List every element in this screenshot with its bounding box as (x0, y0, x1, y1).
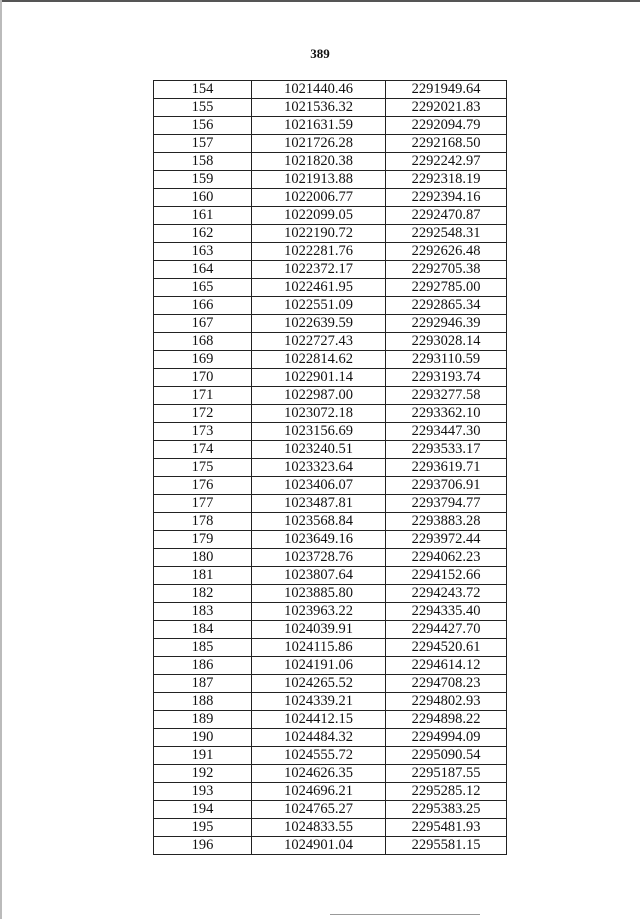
table-row (154, 315, 507, 333)
x-coordinate-cell: 1022461.95 (252, 279, 386, 297)
y-coordinate-cell: 2292021.83 (386, 99, 507, 117)
y-coordinate-cell: 2293794.77 (386, 495, 507, 513)
table-row (154, 585, 507, 603)
y-coordinate-cell: 2292394.16 (386, 189, 507, 207)
y-coordinate-cell: 2293706.91 (386, 477, 507, 495)
y-coordinate-cell: 2293972.44 (386, 531, 507, 549)
x-coordinate-cell: 1024339.21 (252, 693, 386, 711)
point-number-cell: 180 (154, 549, 252, 567)
point-number-cell: 179 (154, 531, 252, 549)
x-coordinate-cell: 1023156.69 (252, 423, 386, 441)
point-number-cell: 170 (154, 369, 252, 387)
y-coordinate-cell: 2294898.22 (386, 711, 507, 729)
point-number-cell: 164 (154, 261, 252, 279)
table-row (154, 549, 507, 567)
x-coordinate-cell: 1024696.21 (252, 783, 386, 801)
point-number-cell: 156 (154, 117, 252, 135)
y-coordinate-cell: 2295187.55 (386, 765, 507, 783)
y-coordinate-cell: 2293110.59 (386, 351, 507, 369)
x-coordinate-cell: 1021820.38 (252, 153, 386, 171)
point-number-cell: 189 (154, 711, 252, 729)
point-number-cell: 157 (154, 135, 252, 153)
table-row (154, 513, 507, 531)
y-coordinate-cell: 2294614.12 (386, 657, 507, 675)
y-coordinate-cell: 2292242.97 (386, 153, 507, 171)
table-row (154, 99, 507, 117)
x-coordinate-cell: 1023240.51 (252, 441, 386, 459)
y-coordinate-cell: 2294243.72 (386, 585, 507, 603)
x-coordinate-cell: 1022372.17 (252, 261, 386, 279)
point-number-cell: 160 (154, 189, 252, 207)
scan-edge-left (0, 0, 2, 919)
table-row (154, 387, 507, 405)
x-coordinate-cell: 1024626.35 (252, 765, 386, 783)
y-coordinate-cell: 2295285.12 (386, 783, 507, 801)
table-row (154, 621, 507, 639)
x-coordinate-cell: 1021631.59 (252, 117, 386, 135)
point-number-cell: 162 (154, 225, 252, 243)
y-coordinate-cell: 2295383.25 (386, 801, 507, 819)
x-coordinate-cell: 1023323.64 (252, 459, 386, 477)
table-row (154, 729, 507, 747)
point-number-cell: 178 (154, 513, 252, 531)
y-coordinate-cell: 2292865.34 (386, 297, 507, 315)
y-coordinate-cell: 2292094.79 (386, 117, 507, 135)
x-coordinate-cell: 1021913.88 (252, 171, 386, 189)
x-coordinate-cell: 1023885.80 (252, 585, 386, 603)
point-number-cell: 173 (154, 423, 252, 441)
point-number-cell: 184 (154, 621, 252, 639)
x-coordinate-cell: 1022281.76 (252, 243, 386, 261)
table-row (154, 477, 507, 495)
table-row (154, 189, 507, 207)
x-coordinate-cell: 1022551.09 (252, 297, 386, 315)
coordinate-table-body (154, 81, 507, 855)
point-number-cell: 165 (154, 279, 252, 297)
table-row (154, 837, 507, 855)
x-coordinate-cell: 1024115.86 (252, 639, 386, 657)
point-number-cell: 174 (154, 441, 252, 459)
y-coordinate-cell: 2292705.38 (386, 261, 507, 279)
table-row (154, 441, 507, 459)
y-coordinate-cell: 2292318.19 (386, 171, 507, 189)
point-number-cell: 188 (154, 693, 252, 711)
point-number-cell: 155 (154, 99, 252, 117)
table-row (154, 531, 507, 549)
point-number-cell: 166 (154, 297, 252, 315)
point-number-cell: 168 (154, 333, 252, 351)
table-row (154, 261, 507, 279)
y-coordinate-cell: 2293277.58 (386, 387, 507, 405)
y-coordinate-cell: 2293028.14 (386, 333, 507, 351)
table-row (154, 765, 507, 783)
x-coordinate-cell: 1021726.28 (252, 135, 386, 153)
point-number-cell: 187 (154, 675, 252, 693)
x-coordinate-cell: 1023487.81 (252, 495, 386, 513)
y-coordinate-cell: 2294802.93 (386, 693, 507, 711)
x-coordinate-cell: 1023072.18 (252, 405, 386, 423)
point-number-cell: 159 (154, 171, 252, 189)
scan-edge-top (0, 0, 640, 2)
x-coordinate-cell: 1024412.15 (252, 711, 386, 729)
y-coordinate-cell: 2293883.28 (386, 513, 507, 531)
point-number-cell: 196 (154, 837, 252, 855)
x-coordinate-cell: 1022639.59 (252, 315, 386, 333)
table-row (154, 819, 507, 837)
point-number-cell: 194 (154, 801, 252, 819)
x-coordinate-cell: 1023728.76 (252, 549, 386, 567)
table-row (154, 153, 507, 171)
y-coordinate-cell: 2293447.30 (386, 423, 507, 441)
x-coordinate-cell: 1022814.62 (252, 351, 386, 369)
table-row (154, 747, 507, 765)
x-coordinate-cell: 1023568.84 (252, 513, 386, 531)
table-row (154, 135, 507, 153)
x-coordinate-cell: 1023649.16 (252, 531, 386, 549)
x-coordinate-cell: 1021536.32 (252, 99, 386, 117)
x-coordinate-cell: 1022901.14 (252, 369, 386, 387)
point-number-cell: 191 (154, 747, 252, 765)
table-row (154, 783, 507, 801)
table-row (154, 207, 507, 225)
table-row (154, 711, 507, 729)
table-row (154, 603, 507, 621)
table-row (154, 297, 507, 315)
y-coordinate-cell: 2294335.40 (386, 603, 507, 621)
table-row (154, 639, 507, 657)
table-row (154, 81, 507, 99)
y-coordinate-cell: 2294427.70 (386, 621, 507, 639)
point-number-cell: 182 (154, 585, 252, 603)
table-row (154, 225, 507, 243)
x-coordinate-cell: 1022727.43 (252, 333, 386, 351)
y-coordinate-cell: 2292548.31 (386, 225, 507, 243)
point-number-cell: 177 (154, 495, 252, 513)
table-row (154, 279, 507, 297)
x-coordinate-cell: 1022190.72 (252, 225, 386, 243)
y-coordinate-cell: 2294994.09 (386, 729, 507, 747)
page-number: 389 (310, 46, 330, 61)
y-coordinate-cell: 2291949.64 (386, 81, 507, 99)
y-coordinate-cell: 2292946.39 (386, 315, 507, 333)
x-coordinate-cell: 1024484.32 (252, 729, 386, 747)
table-row (154, 243, 507, 261)
y-coordinate-cell: 2294062.23 (386, 549, 507, 567)
x-coordinate-cell: 1024191.06 (252, 657, 386, 675)
y-coordinate-cell: 2295481.93 (386, 819, 507, 837)
x-coordinate-cell: 1024039.91 (252, 621, 386, 639)
point-number-cell: 172 (154, 405, 252, 423)
y-coordinate-cell: 2293362.10 (386, 405, 507, 423)
table-row (154, 369, 507, 387)
table-row (154, 333, 507, 351)
x-coordinate-cell: 1022987.00 (252, 387, 386, 405)
y-coordinate-cell: 2295090.54 (386, 747, 507, 765)
x-coordinate-cell: 1022006.77 (252, 189, 386, 207)
table-row (154, 495, 507, 513)
point-number-cell: 195 (154, 819, 252, 837)
y-coordinate-cell: 2294520.61 (386, 639, 507, 657)
table-row (154, 171, 507, 189)
point-number-cell: 192 (154, 765, 252, 783)
y-coordinate-cell: 2293619.71 (386, 459, 507, 477)
x-coordinate-cell: 1024901.04 (252, 837, 386, 855)
x-coordinate-cell: 1023963.22 (252, 603, 386, 621)
y-coordinate-cell: 2293533.17 (386, 441, 507, 459)
point-number-cell: 176 (154, 477, 252, 495)
y-coordinate-cell: 2292785.00 (386, 279, 507, 297)
y-coordinate-cell: 2292168.50 (386, 135, 507, 153)
table-row (154, 567, 507, 585)
point-number-cell: 158 (154, 153, 252, 171)
x-coordinate-cell: 1021440.46 (252, 81, 386, 99)
x-coordinate-cell: 1023807.64 (252, 567, 386, 585)
point-number-cell: 183 (154, 603, 252, 621)
point-number-cell: 186 (154, 657, 252, 675)
point-number-cell: 190 (154, 729, 252, 747)
point-number-cell: 175 (154, 459, 252, 477)
x-coordinate-cell: 1024765.27 (252, 801, 386, 819)
point-number-cell: 163 (154, 243, 252, 261)
scan-edge-bottom (330, 914, 480, 915)
table-row (154, 693, 507, 711)
point-number-cell: 161 (154, 207, 252, 225)
point-number-cell: 171 (154, 387, 252, 405)
x-coordinate-cell: 1024265.52 (252, 675, 386, 693)
table-row (154, 801, 507, 819)
table-row (154, 351, 507, 369)
x-coordinate-cell: 1023406.07 (252, 477, 386, 495)
point-number-cell: 167 (154, 315, 252, 333)
point-number-cell: 193 (154, 783, 252, 801)
table-row (154, 117, 507, 135)
y-coordinate-cell: 2292626.48 (386, 243, 507, 261)
point-number-cell: 185 (154, 639, 252, 657)
y-coordinate-cell: 2294152.66 (386, 567, 507, 585)
y-coordinate-cell: 2292470.87 (386, 207, 507, 225)
table-row (154, 459, 507, 477)
x-coordinate-cell: 1024833.55 (252, 819, 386, 837)
x-coordinate-cell: 1024555.72 (252, 747, 386, 765)
point-number-cell: 181 (154, 567, 252, 585)
coordinate-table (153, 80, 507, 855)
table-row (154, 675, 507, 693)
table-row (154, 423, 507, 441)
point-number-cell: 154 (154, 81, 252, 99)
x-coordinate-cell: 1022099.05 (252, 207, 386, 225)
table-row (154, 657, 507, 675)
y-coordinate-cell: 2293193.74 (386, 369, 507, 387)
y-coordinate-cell: 2295581.15 (386, 837, 507, 855)
y-coordinate-cell: 2294708.23 (386, 675, 507, 693)
table-row (154, 405, 507, 423)
point-number-cell: 169 (154, 351, 252, 369)
